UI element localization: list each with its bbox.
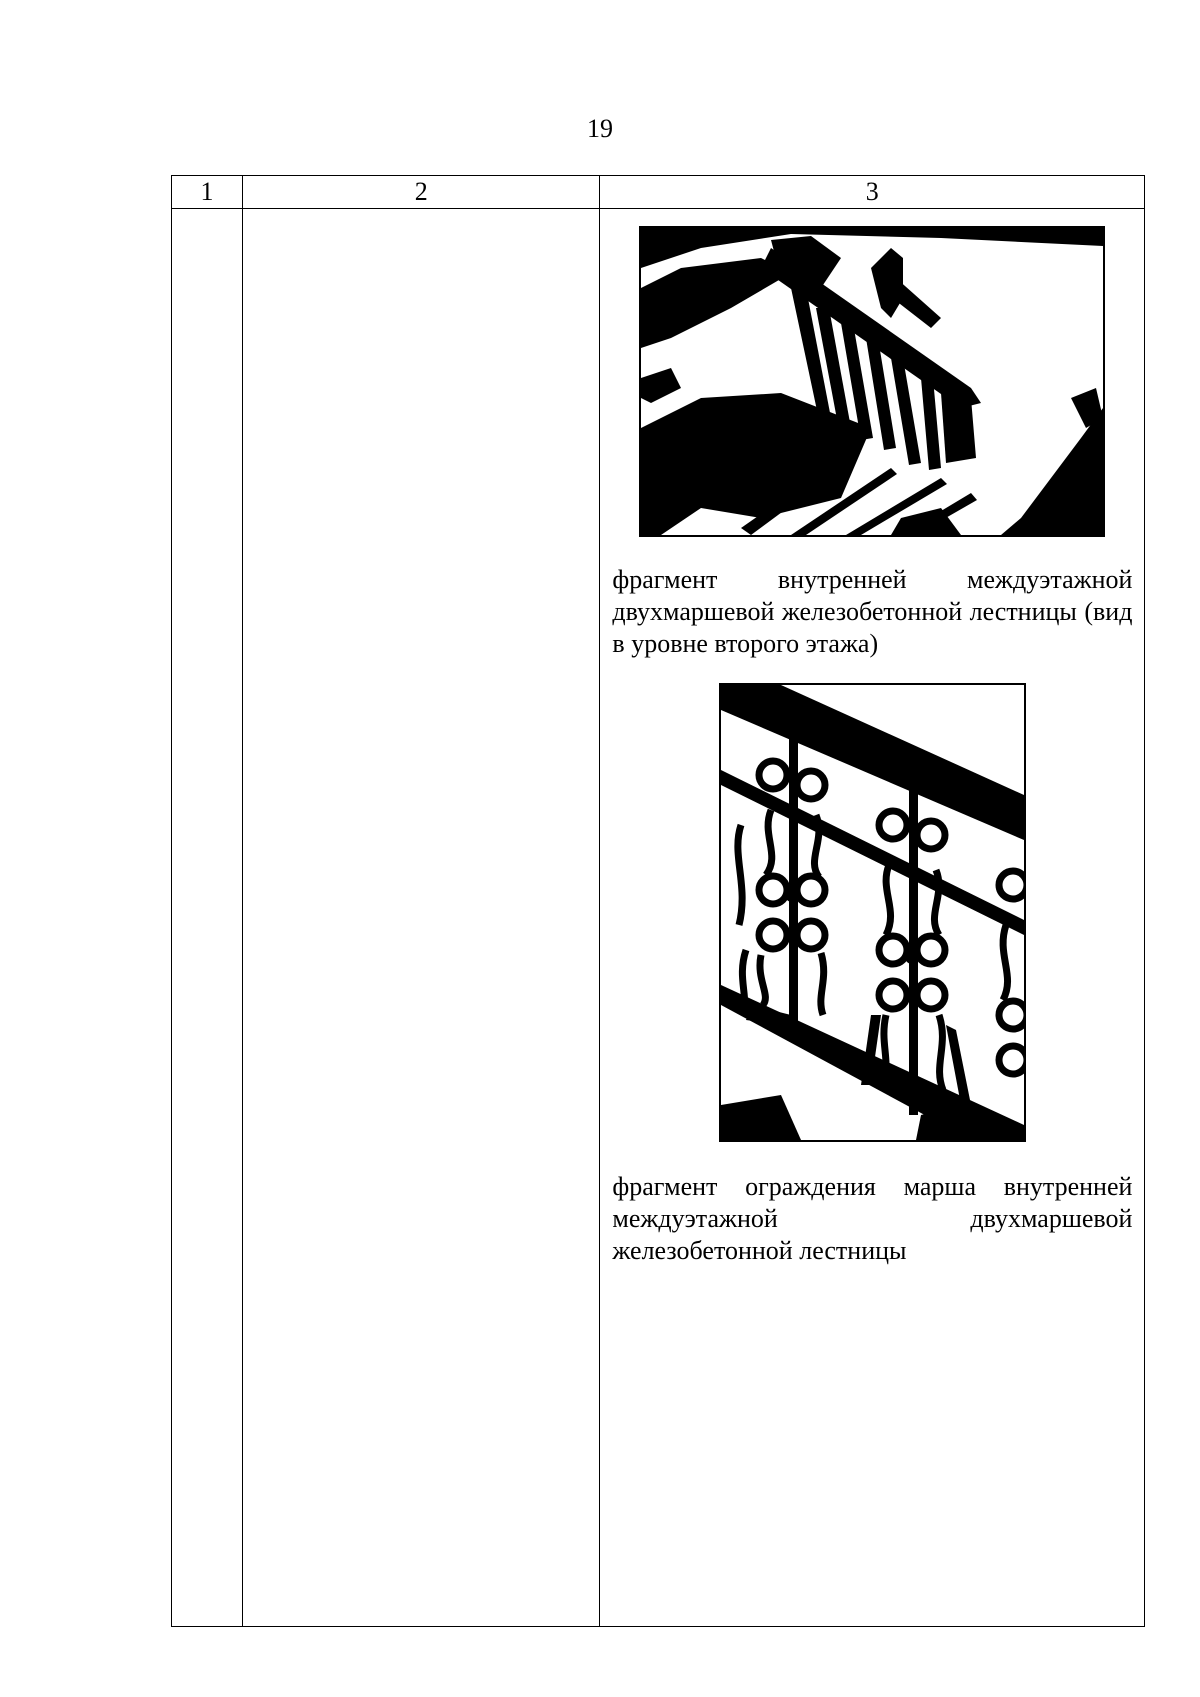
railing-photo — [719, 683, 1026, 1142]
staircase-photo — [639, 226, 1105, 537]
page-number: 19 — [587, 114, 613, 143]
column-header-3: 3 — [600, 176, 1145, 209]
document-table — [171, 175, 1145, 1627]
cell-number — [172, 209, 243, 1627]
table-row — [172, 209, 1145, 1627]
column-header-1: 1 — [172, 176, 243, 209]
column-header-2: 2 — [243, 176, 600, 209]
cell-description — [243, 209, 600, 1627]
cell-photos — [600, 209, 1145, 1627]
table-header-row — [172, 176, 1145, 209]
photo-caption: фрагмент внутренней междуэтажной двухмаршевой железобетонной лестницы (вид в уровне второго этажа) — [612, 565, 1133, 658]
photo-caption: фрагмент ограждения марша внутренней междуэтажной двухмаршевой железобетонной лестницы — [612, 1172, 1133, 1265]
